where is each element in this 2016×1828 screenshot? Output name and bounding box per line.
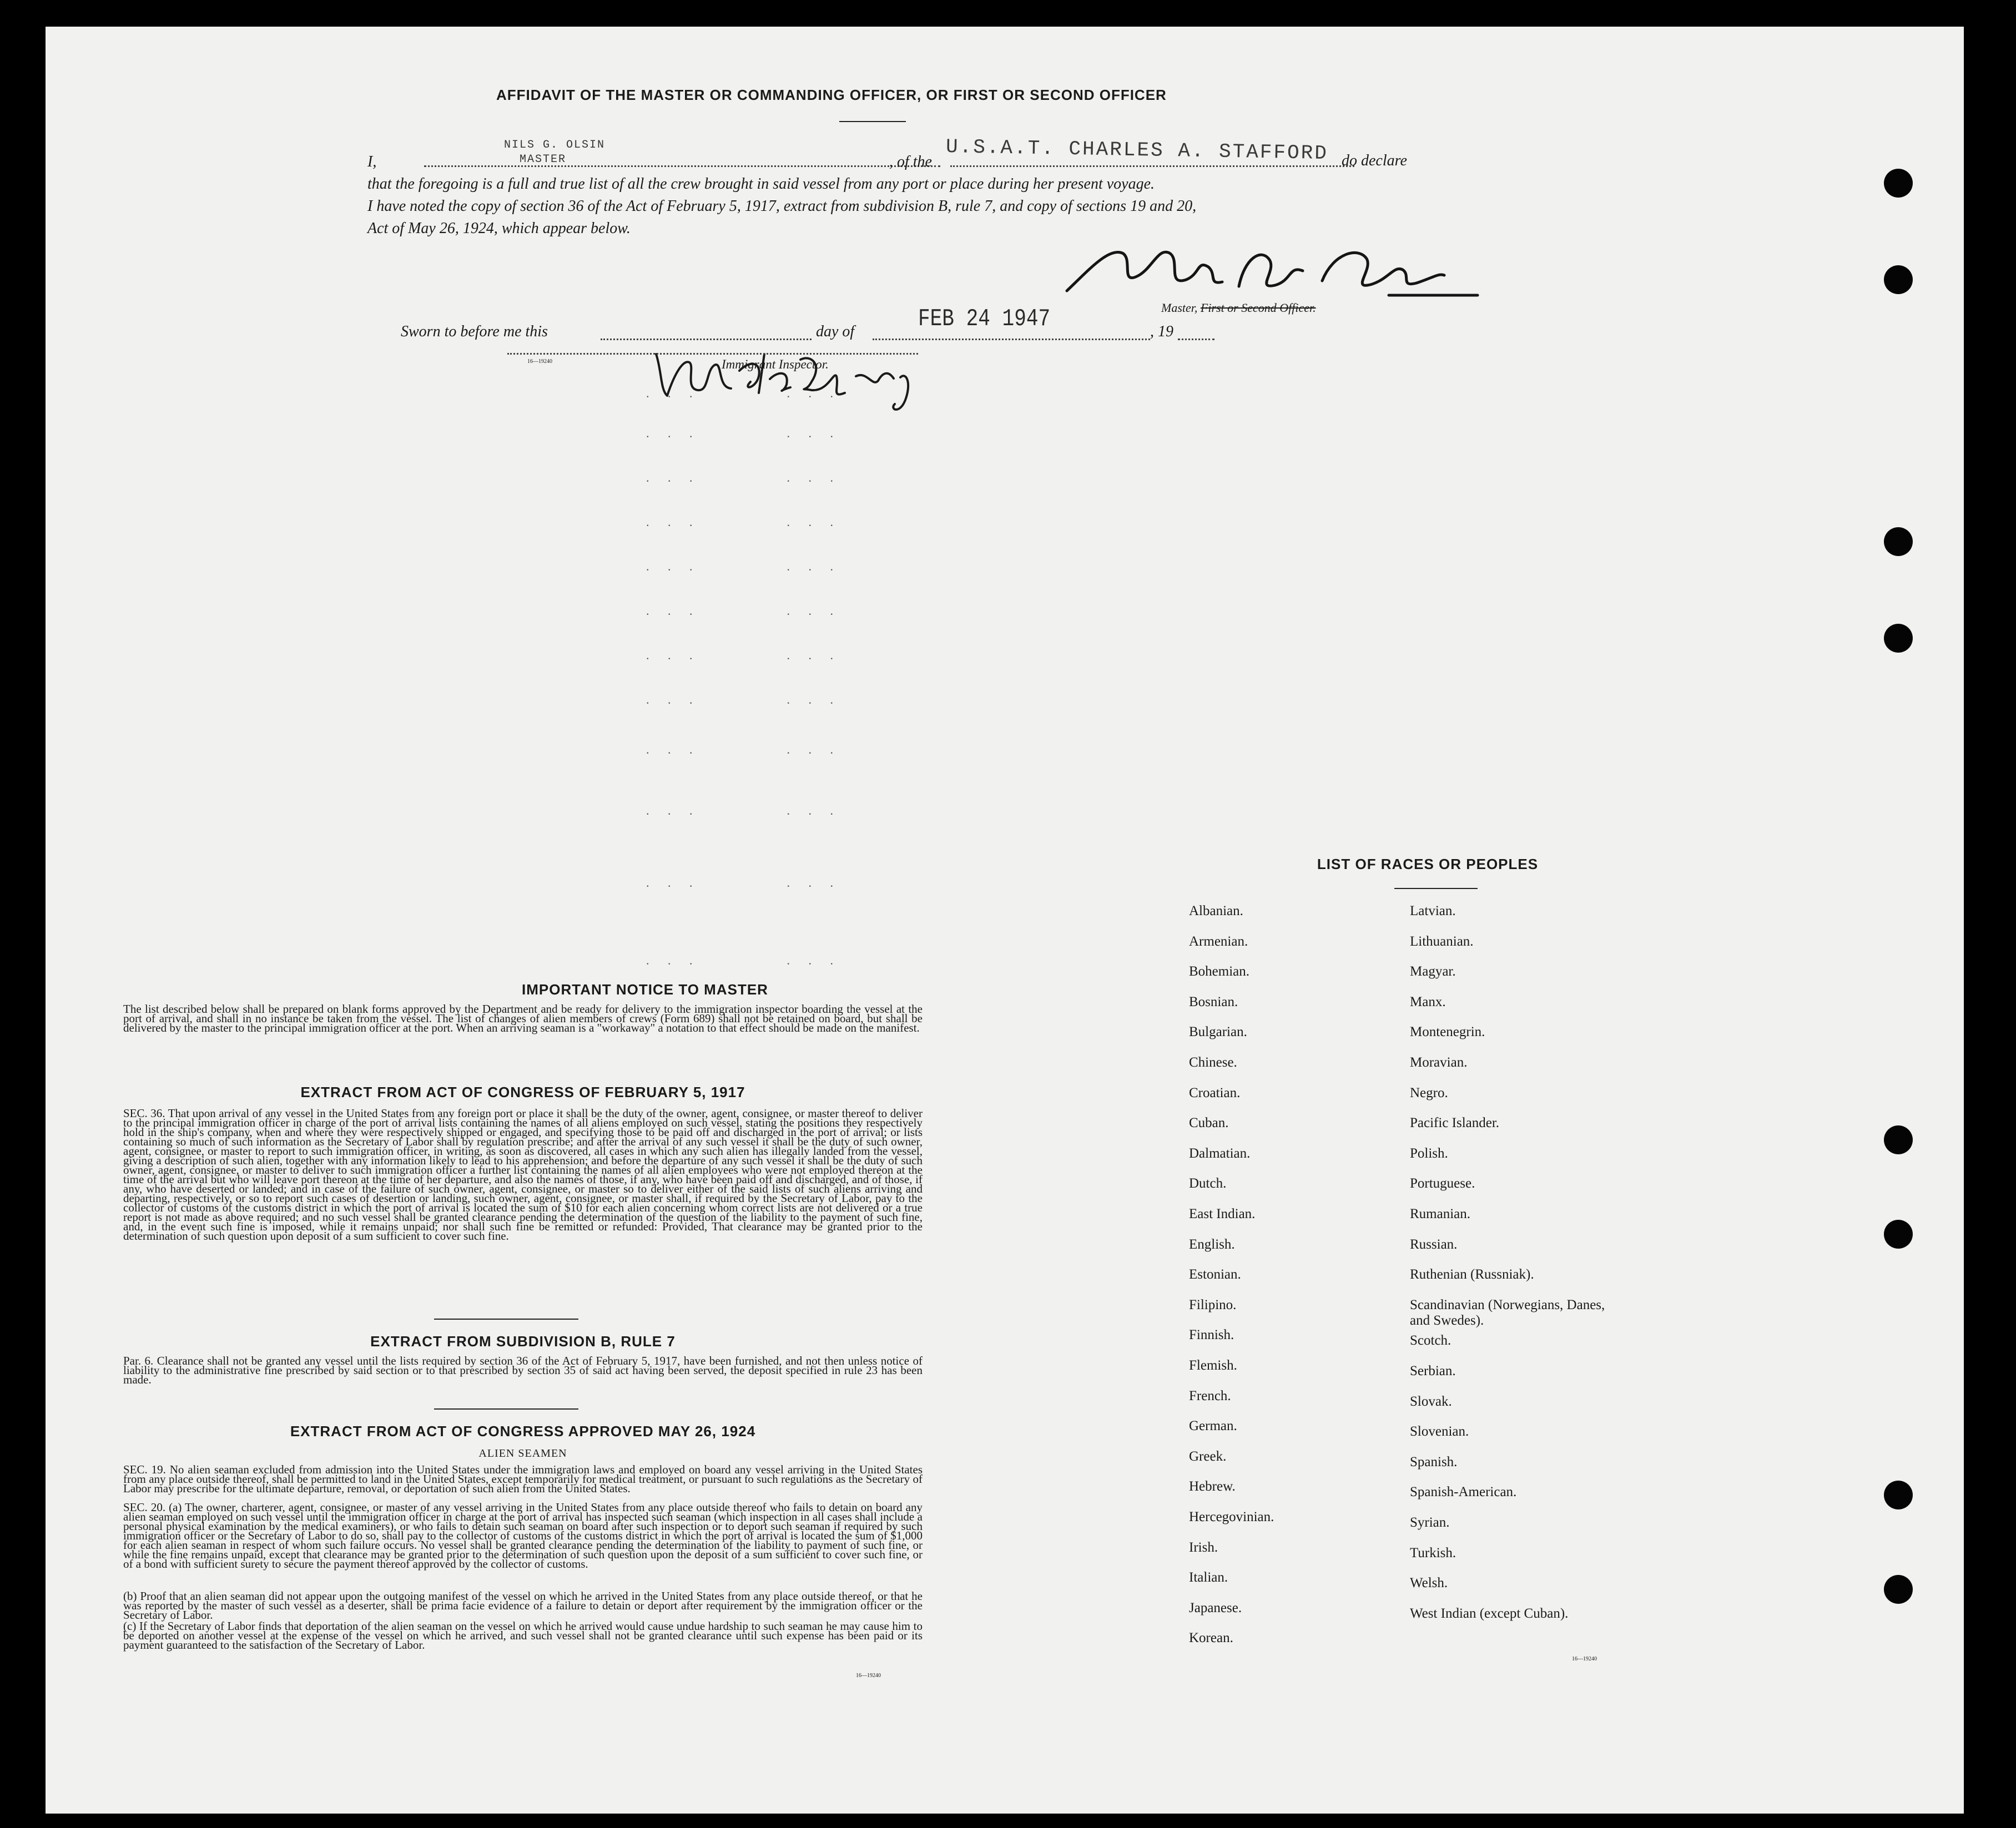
race-item: Albanian. [1189,903,1243,918]
subdivision-b-body: Par. 6. Clearance shall not be granted any vessel until the lists required by section 36 of the Act of February 5, 1917, have been furnished, and not then unless notice of liability to the administrative fine prescribed by said section or to that prescribed by section 35 of said act having been served, the deposit specified in rule 23 has been made. [123,1354,923,1386]
race-item: West Indian (except Cuban). [1410,1605,1569,1621]
binder-hole [1884,169,1913,198]
scan-marks: . . . . . . [646,559,841,573]
vessel-stamp: U.S.A.T. CHARLES A. STAFFORD [945,135,1329,165]
binder-hole [1884,265,1913,294]
divider-2 [434,1408,578,1410]
race-item: East Indian. [1189,1206,1256,1221]
race-item: Scandinavian (Norwegians, Danes, and Swedes). [1410,1297,1605,1328]
caption-struck-officers: First or Second Officer. [1200,301,1316,315]
race-item: Rumanian. [1410,1206,1471,1221]
races-title-rule [1394,888,1478,889]
race-item: Bulgarian. [1189,1024,1247,1040]
section-20c: (c) If the Secretary of Labor finds that deportation of the alien seaman on the vessel on which he arrived would cause undue hardship to such seaman he may cause him to be deported on another vessel at the expense of the vessel on which he arrived, and such vessel shall not be granted clearance until such expense has been paid or its payment guaranteed to the satisfaction of the Secretary of Labor. [123,1619,923,1652]
extract-1924-subtitle: ALIEN SEAMEN [478,1447,567,1460]
title-rule [839,121,906,122]
race-item: Manx. [1410,994,1446,1009]
inspector-line [507,353,918,355]
year-suffix: , 19 [1150,323,1173,340]
race-item: Slovenian. [1410,1424,1469,1440]
scan-marks: . . . . . . [646,604,841,618]
affidavit-title: AFFIDAVIT OF THE MASTER OR COMMANDING OFFICER, OR FIRST OR SECOND OFFICER [496,87,1167,103]
race-item: Portuguese. [1410,1176,1475,1191]
section-19: SEC. 19. No alien seaman excluded from admission into the United States under the immigration laws and employed on board any vessel arriving in the United States from any place outside thereof, shall be permitted to land in the United States, except temporarily for medical treatment, or pursuant to such regulations as the Secretary of Labor may prescribe for the ultimate departure, removal, or deportation of such alien from the United States. [123,1463,923,1495]
race-item: Flemish. [1189,1358,1237,1373]
race-item: Latvian. [1410,903,1456,918]
race-item: Irish. [1189,1539,1218,1555]
race-item: Croatian. [1189,1085,1241,1100]
signature-caption [1161,301,1316,315]
year-line [1178,339,1214,340]
inspector-caption: Immigrant Inspector. [722,357,829,371]
race-item: Russian. [1410,1236,1458,1252]
race-item: Japanese. [1189,1600,1242,1615]
inspector-signature [645,337,956,421]
binder-hole [1884,1220,1913,1249]
scan-marks: . . . . . . [646,743,841,756]
race-item: Polish. [1410,1145,1448,1161]
i-label: I, [367,153,377,170]
binder-hole [1884,527,1913,556]
affidavit-form-number: 16—19240 [527,358,552,365]
divider-1 [434,1319,578,1320]
race-item: Dalmatian. [1189,1145,1251,1161]
section-20a: SEC. 20. (a) The owner, charterer, agent, consignee, or master of any vessel arriving in the United States from any place outside thereof who fails to detain on board any alien seaman employed on such vessel until the immigration officer in charge at the port of arrival has inspected such seaman (which inspection in all cases shall include a personal physical examination by the medical examiners), or who fails to detain such seaman on board after such inspection or to deport such seaman if required by such immigration officer or the Secretary of Labor to do so, shall pay to the collector of customs of the customs district in which the port of arrival is located the sum of $1,000 for each alien seaman in respect of whom such failure occurs. No vessel shall be granted clearance pending the determination of the liability to payment of such fine, or while the fine remains unpaid, except that clearance may be granted prior to the determination of such question upon the deposit of a sum sufficient to cover such fine, or of a bond with sufficient surety to secure the payment thereof approved by the collector of customs. [123,1501,923,1571]
race-item: Moravian. [1410,1055,1468,1070]
extract-1924-title: EXTRACT FROM ACT OF CONGRESS APPROVED MAY 26, 1924 [290,1423,756,1440]
race-item: Pacific Islander. [1410,1115,1500,1131]
binder-hole [1884,1481,1913,1509]
race-item: Korean. [1189,1630,1233,1646]
race-item: Ruthenian (Russniak). [1410,1267,1534,1282]
affidavit-line-3: I have noted the copy of section 36 of the Act of February 5, 1917, extract from subdivision B, rule 7, and copy of sections 19 and 20, [367,198,1197,215]
typed-name: NILS G. OLSIN [504,139,606,152]
race-item: Lithuanian. [1410,933,1474,949]
race-item: Estonian. [1189,1267,1241,1282]
race-item: Italian. [1189,1570,1228,1585]
race-item: Finnish. [1189,1327,1234,1343]
race-item: Hercegovinian. [1189,1509,1274,1524]
race-item: Spanish-American. [1410,1484,1517,1500]
race-item: Serbian. [1410,1364,1456,1378]
race-item: Dutch. [1189,1176,1227,1191]
scan-marks: . . . . . . [646,804,841,817]
notice-body: The list described below shall be prepared on blank forms approved by the Department and be ready for delivery to the immigration inspector boarding the vessel at the port of arrival, and shall in no instance be taken from the vessel. The list of changes of alien members of crews (Form 689) shall not be retained on board, but shall be delivered by the master to the principal immigration officer at the port. When an arriving seaman is a "workaway" a notation to that effect should be made on the manifest. [123,1002,923,1034]
subdivision-b-title: EXTRACT FROM SUBDIVISION B, RULE 7 [370,1333,676,1350]
master-signature [1056,236,1483,303]
race-item: Armenian. [1189,933,1248,949]
race-item: Turkish. [1410,1545,1456,1561]
of-the-label: , of the [889,153,932,170]
race-item: Magyar. [1410,964,1456,979]
scan-marks: . . . . . . [646,515,841,529]
race-item: Montenegrin. [1410,1024,1485,1040]
races-form-number: 16—19240 [1572,1656,1597,1662]
sworn-label: Sworn to before me this [401,323,548,340]
scan-marks: . . . . . . [646,876,841,890]
affidavit-line-4: Act of May 26, 1924, which appear below. [367,220,631,237]
typed-rank: MASTER [520,153,567,166]
race-item: Scotch. [1410,1333,1451,1349]
scan-marks: . . . . . . [646,471,841,484]
race-item: Greek. [1189,1448,1227,1464]
scan-marks: . . . . . . [646,648,841,662]
day-of-label: day of [816,323,855,340]
binder-hole [1884,1575,1913,1604]
race-item: Spanish. [1410,1454,1458,1470]
caption-master: Master, [1161,301,1201,315]
vessel-line [950,165,1354,167]
name-line [424,165,940,167]
scan-marks: . . . . . . [646,426,841,440]
race-item: Negro. [1410,1085,1448,1100]
extract-form-number: 16—19240 [856,1673,881,1679]
race-item: German. [1189,1418,1237,1434]
binder-hole [1884,1125,1913,1154]
race-item: Chinese. [1189,1055,1237,1070]
race-item: Welsh. [1410,1575,1448,1591]
binder-hole [1884,624,1913,653]
races-title: LIST OF RACES OR PEOPLES [1317,856,1539,872]
date-stamp: FEB 24 1947 [918,305,1051,333]
race-item: Bosnian. [1189,994,1238,1009]
race-item: Cuban. [1189,1115,1229,1131]
race-item: Filipino. [1189,1297,1237,1312]
race-item: Syrian. [1410,1515,1450,1530]
scan-marks: . . . . . . [646,386,841,400]
extract-1917-body: SEC. 36. That upon arrival of any vessel in the United States from any foreign port or place it shall be the duty of the owner, agent, consignee, or master thereof to deliver to the principal immigration officer in charge of the port of arrival lists containing the names of all aliens employed on such vessel, stating the positions they respectively hold in the ship's company, when and where they were respectively shipped or engaged, and specifying those to be paid off and discharged in the port of arrival; or lists containing so much of such information as the Secretary of Labor shall by regulation prescribe; and after the arrival of any such vessel it shall be the duty of such owner, agent, consignee, or master to report to such immigration officer, in writing, as soon as discovered, all cases in which any such alien has illegally landed from the vessel, giving a description of such alien, together with any information likely to lead to his apprehension; and before the departure of any such vessel it shall be the duty of such owner, agent, consignee, or master to deliver to such immigration officer a further list containing the names of all alien employees who were not employed thereon at the time of the arrival but who will leave port thereon at the time of her departure, and also the names of those, if any, who have been paid off and discharged, and of those, if any, who have deserted or landed; and in case of the failure of such owner, agent, consignee, or master so to deliver either of the said lists of such aliens arriving and departing, respectively, or so to report such cases of desertion or landing, such owner, agent, consignee, or master shall, if required by the Secretary of Labor, pay to the collector of customs of the customs district in which the port of arrival is located the sum of $10 for each alien concerning whom correct lists are not delivered or a true report is not made as above required; and no such vessel shall be granted clearance pending the determination of the question of the liability to the payment of such fine, and, in the event such fine is imposed, while it remains unpaid; nor shall such fine be remitted or refunded: Provided, That clearance may be granted prior to the determination of such question upon deposit of a sum sufficient to cover such fine. [123,1107,923,1243]
extract-1917-title: EXTRACT FROM ACT OF CONGRESS OF FEBRUARY 5, 1917 [300,1084,745,1100]
affidavit-line-2: that the foregoing is a full and true list of all the crew brought in said vessel from any port or place during her present voyage. [367,175,1155,193]
scan-marks: . . . . . . [646,693,841,706]
document-page [46,27,1964,1814]
race-item: Hebrew. [1189,1479,1236,1494]
race-item: French. [1189,1388,1231,1403]
do-declare-label: do declare [1342,152,1407,169]
race-item: Bohemian. [1189,964,1250,979]
notice-title: IMPORTANT NOTICE TO MASTER [522,981,768,998]
section-20b: (b) Proof that an alien seaman did not appear upon the outgoing manifest of the vessel on which he arrived in the United States from any place outside thereof, or that he was reported by the master of such vessel as a deserter, shall be prima facie evidence of a failure to detain or deport after requirement by the immigration officer or the Secretary of Labor. [123,1589,923,1622]
race-item: English. [1189,1236,1235,1252]
race-item: Slovak. [1410,1393,1452,1409]
scan-marks: . . . . . . [646,953,841,967]
